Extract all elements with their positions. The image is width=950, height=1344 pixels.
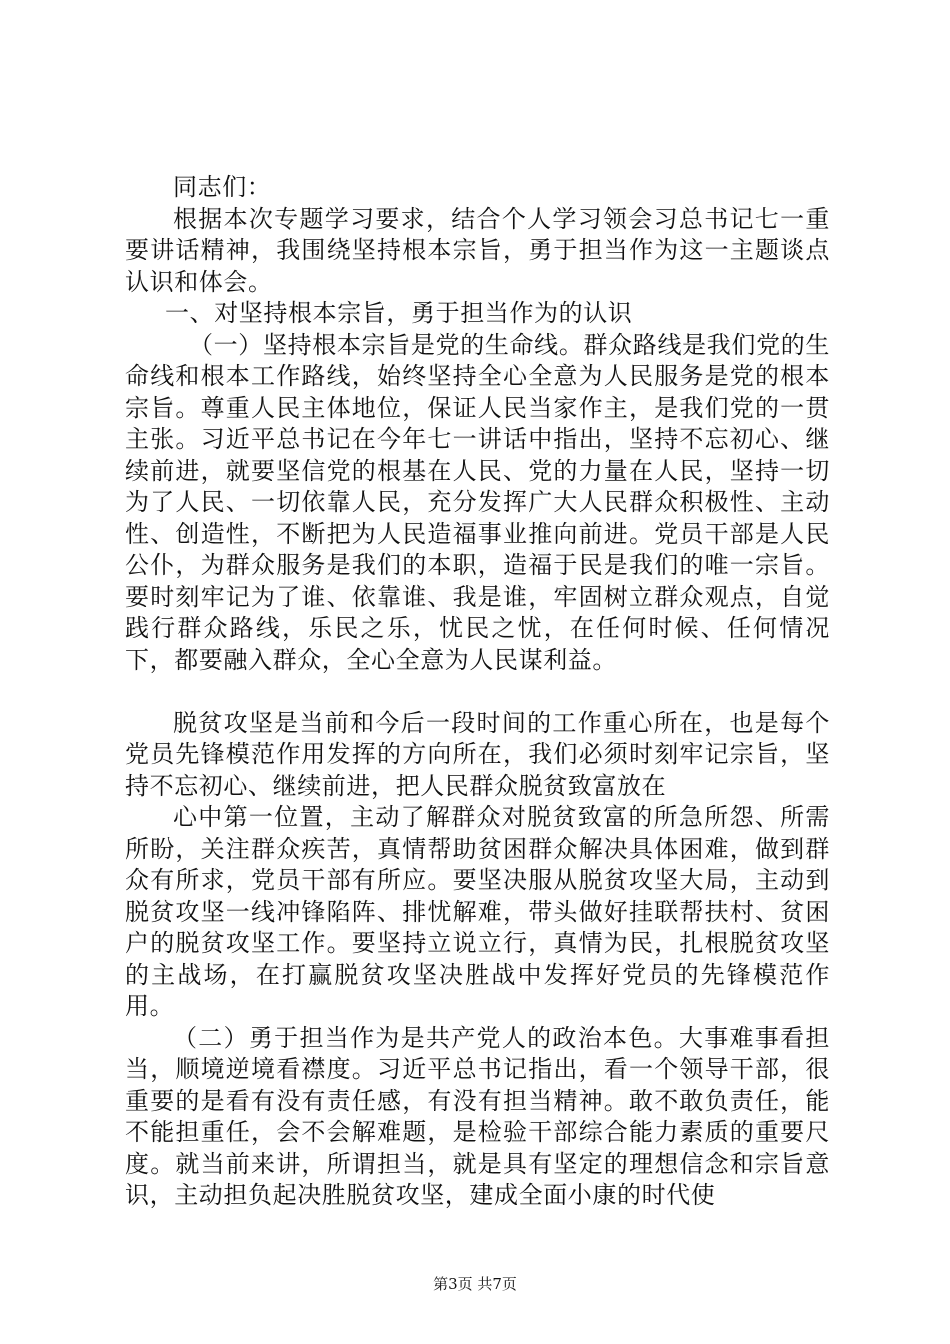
body-paragraph-3: 心中第一位置，主动了解群众对脱贫致富的所急所怨、所需所盼，关注群众疾苦，真情帮助贫困群众解决具体困难，做到群众有所求，党员干部有所应。要坚决服从脱贫攻坚大局，主动到脱贫攻坚一线冲锋陷阵、排忧解难，带头做好挂联帮扶村、贫困户的脱贫攻坚工作。要坚持立说立行，真情为民，扎根脱贫攻坚的主战场，在打赢脱贫攻坚决胜战中发挥好党员的先锋模范作用。 <box>125 803 830 1020</box>
intro-paragraph: 根据本次专题学习要求，结合个人学习领会习总书记七一重要讲话精神，我围绕坚持根本宗旨，勇于担当作为这一主题谈点认识和体会。 <box>125 204 830 296</box>
salutation: 同志们： <box>173 173 272 201</box>
page-number-footer: 第3页 共7页 <box>433 1275 517 1293</box>
paragraph-gap <box>125 676 830 708</box>
section-heading: 一、对坚持根本宗旨，勇于担当作为的认识 <box>165 299 633 327</box>
body-paragraph-2: 脱贫攻坚是当前和今后一段时间的工作重心所在，也是每个党员先锋模范作用发挥的方向所在，我们必须时刻牢记宗旨，坚持不忘初心、继续前进，把人民群众脱贫致富放在 <box>125 708 830 800</box>
body-paragraph-4: （二）勇于担当作为是共产党人的政治本色。大事难事看担当，顺境逆境看襟度。习近平总书记指出，看一个领导干部，很重要的是看有没有责任感，有没有担当精神。敢不敢负责任，能不能担重任，会不会解难题，是检验干部综合能力素质的重要尺度。就当前来讲，所谓担当，就是具有坚定的理想信念和宗旨意识，主动担负起决胜脱贫攻坚，建成全面小康的时代使 <box>125 1023 830 1209</box>
document-body <box>125 172 830 1212</box>
body-paragraph-1: （一）坚持根本宗旨是党的生命线。群众路线是我们党的生命线和根本工作路线，始终坚持全心全意为人民服务是党的根本宗旨。尊重人民主体地位，保证人民当家作主，是我们党的一贯主张。习近平总书记在今年七一讲话中指出，坚持不忘初心、继续前进，就要坚信党的根基在人民、党的力量在人民，坚持一切为了人民、一切依靠人民，充分发挥广大人民群众积极性、主动性、创造性，不断把为人民造福事业推向前进。党员干部是人民公仆，为群众服务是我们的本职，造福于民是我们的唯一宗旨。要时刻牢记为了谁、依靠谁、我是谁，牢固树立群众观点，自觉践行群众路线，乐民之乐，忧民之忧，在任何时候、任何情况下，都要融入群众，全心全意为人民谋利益。 <box>125 330 830 674</box>
